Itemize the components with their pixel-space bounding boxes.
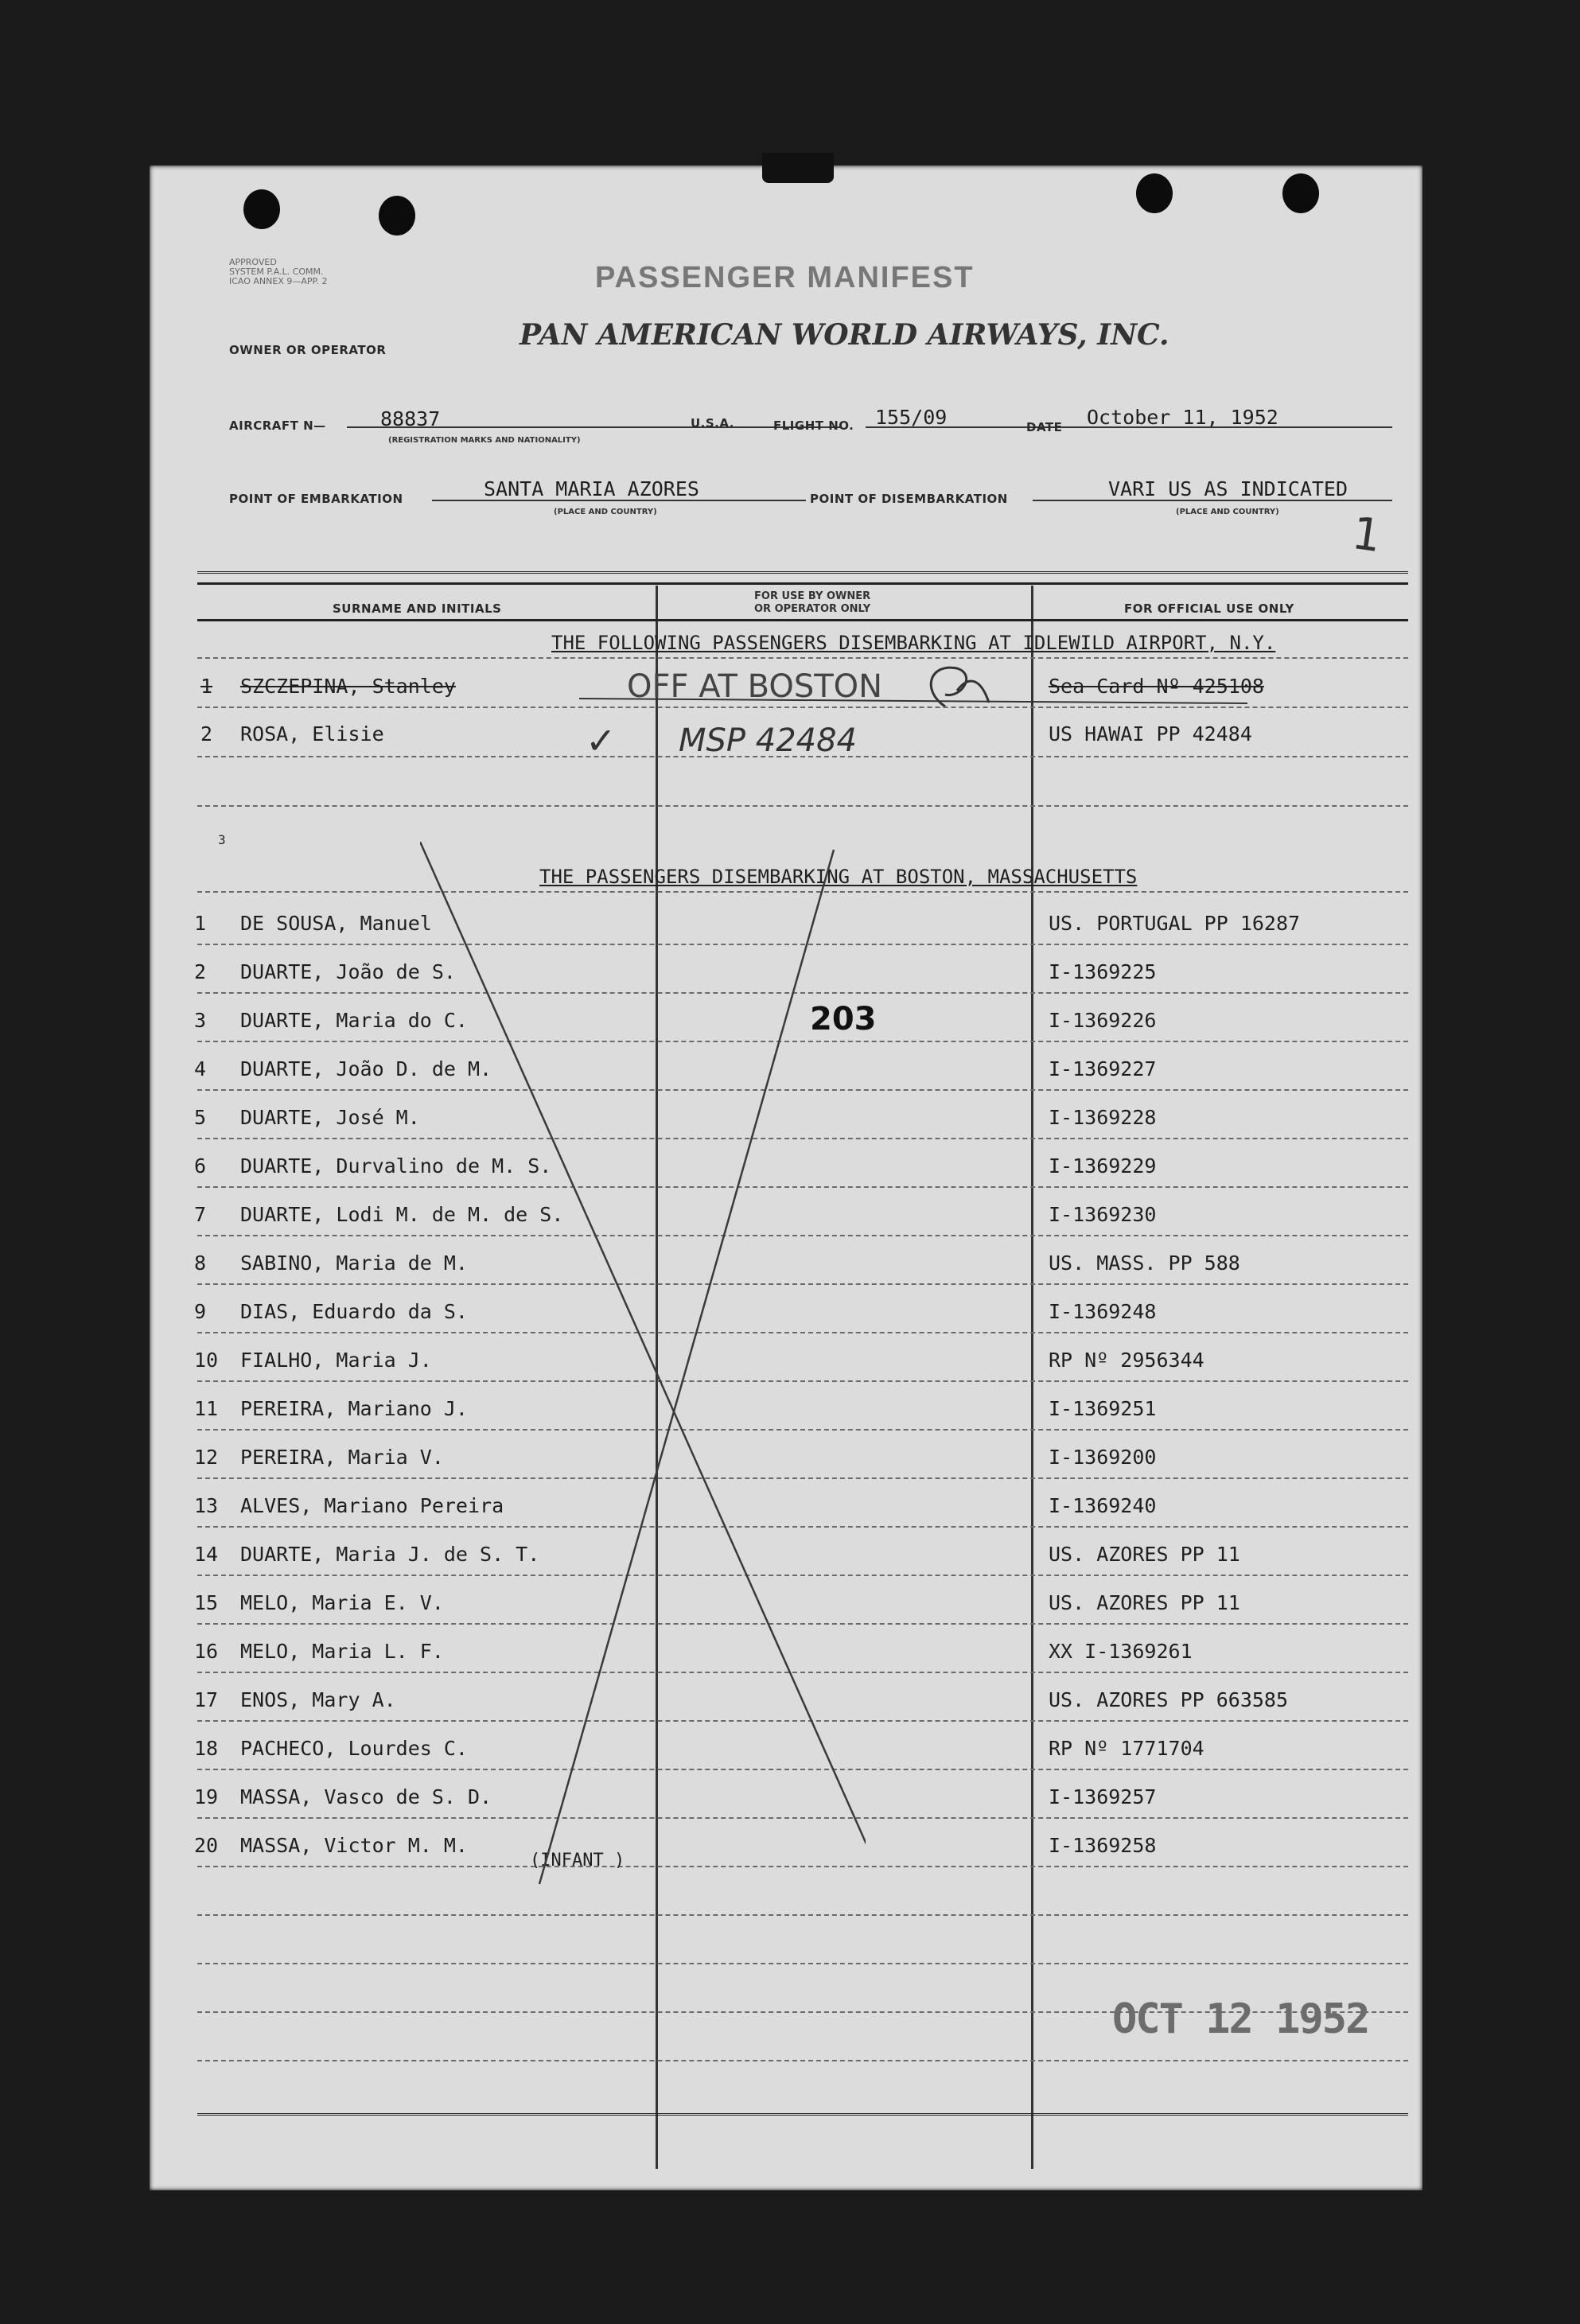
passenger-name: MASSA, Vasco de S. D. (240, 1785, 492, 1808)
punch-hole (243, 189, 280, 229)
passenger-document: I-1369200 (1049, 1446, 1157, 1469)
page-mark: 1 (1348, 507, 1384, 563)
columns-rule (197, 619, 1408, 621)
column-divider (1031, 586, 1033, 2169)
cross-out-mark (420, 842, 866, 1892)
passenger-name: MASSA, Victor M. M. (240, 1834, 468, 1857)
passenger-document: US. AZORES PP 663585 (1049, 1688, 1289, 1711)
passenger-number: 8 (194, 1252, 207, 1275)
embarkation-label: POINT OF EMBARKATION (229, 492, 403, 506)
handwritten-number: MSP 42484 (679, 722, 857, 759)
col-owner-use: FOR USE BY OWNER OR OPERATOR ONLY (754, 590, 871, 615)
punch-hole (379, 196, 415, 236)
passenger-document: US. MASS. PP 588 (1049, 1252, 1240, 1275)
passenger-name: PEREIRA, Mariano J. (240, 1397, 468, 1420)
passenger-document: US. AZORES PP 11 (1049, 1543, 1240, 1566)
passenger-name: MELO, Maria E. V. (240, 1591, 444, 1614)
passenger-document: RP Nº 1771704 (1049, 1737, 1204, 1760)
passenger-document: XX I-1369261 (1049, 1640, 1193, 1663)
manifest-sheet (150, 165, 1422, 2190)
document-title: PASSENGER MANIFEST (595, 261, 975, 294)
passenger-name: MELO, Maria L. F. (240, 1640, 444, 1663)
row-divider (197, 1963, 1408, 1964)
passenger-name: DUARTE, Lodi M. de M. de S. (240, 1203, 564, 1226)
passenger-document: I-1369257 (1049, 1785, 1157, 1808)
s1-row1-official: Sea Card Nº 425108 (1049, 675, 1264, 698)
row-divider (197, 1914, 1408, 1916)
passenger-document: I-1369225 (1049, 960, 1157, 983)
section1-heading: THE FOLLOWING PASSENGERS DISEMBARKING AT IDLEWILD AIRPORT, N.Y. (551, 632, 1276, 654)
passenger-name: DUARTE, Maria do C. (240, 1009, 468, 1032)
disembarkation-place: VARI US AS INDICATED (1108, 477, 1348, 500)
aircraft-number: 88837 (380, 407, 441, 430)
passenger-document: I-1369227 (1049, 1057, 1157, 1080)
passenger-number: 14 (194, 1543, 219, 1566)
paper-notch (762, 153, 834, 183)
passenger-document: US. AZORES PP 11 (1049, 1591, 1240, 1614)
passenger-number: 9 (194, 1300, 207, 1323)
s1-row2-num: 2 (200, 722, 213, 745)
approval-note: APPROVED SYSTEM P.A.L. COMM. ICAO ANNEX 9—APP. 2 (229, 257, 328, 286)
passenger-document: I-1369229 (1049, 1154, 1157, 1178)
handwritten-off-at-boston: OFF AT BOSTON (627, 668, 883, 705)
punch-hole (1136, 173, 1173, 213)
disembarkation-label: POINT OF DISEMBARKATION (810, 492, 1008, 506)
section2-mark: 3 (218, 832, 226, 847)
passenger-document: I-1369230 (1049, 1203, 1157, 1226)
s1-row1-num: 1 (200, 675, 213, 698)
passenger-number: 1 (194, 912, 207, 935)
header-rule-2 (197, 582, 1408, 585)
date-label: DATE (1026, 420, 1063, 434)
col-official: FOR OFFICIAL USE ONLY (1124, 601, 1294, 616)
handwritten-check: ✓ (586, 719, 617, 762)
place-country-label-2: (PLACE AND COUNTRY) (1176, 508, 1279, 516)
s1-row2-official: US HAWAI PP 42484 (1049, 722, 1252, 745)
passenger-number: 18 (194, 1737, 219, 1760)
flight-label: FLIGHT NO. (773, 418, 854, 433)
col-surname: SURNAME AND INITIALS (333, 601, 502, 616)
flight-date: October 11, 1952 (1087, 406, 1278, 429)
passenger-name: DUARTE, João de S. (240, 960, 456, 983)
passenger-document: I-1369226 (1049, 1009, 1157, 1032)
passenger-name: DUARTE, José M. (240, 1106, 420, 1129)
passenger-number: 6 (194, 1154, 207, 1178)
aircraft-label: AIRCRAFT N— (229, 418, 326, 433)
passenger-name: DIAS, Eduardo da S. (240, 1300, 468, 1323)
owner-label: OWNER OR OPERATOR (229, 343, 387, 357)
passenger-number: 19 (194, 1785, 219, 1808)
passenger-document: US. PORTUGAL PP 16287 (1049, 912, 1301, 935)
passenger-number: 17 (194, 1688, 219, 1711)
usa-label: U.S.A. (691, 416, 734, 430)
passenger-number: 3 (194, 1009, 207, 1032)
passenger-name: FIALHO, Maria J. (240, 1349, 432, 1372)
passenger-document: I-1369228 (1049, 1106, 1157, 1129)
passenger-name: DUARTE, João D. de M. (240, 1057, 492, 1080)
passenger-name: ENOS, Mary A. (240, 1688, 396, 1711)
bottom-rule (197, 2113, 1408, 2118)
airline-name: PAN AMERICAN WORLD AIRWAYS, INC. (520, 318, 1169, 352)
passenger-name: PACHECO, Lourdes C. (240, 1737, 468, 1760)
passenger-document: I-1369240 (1049, 1494, 1157, 1517)
s1-row2-name: ROSA, Elisie (240, 722, 384, 745)
embarkation-place: SANTA MARIA AZORES (484, 477, 699, 500)
passenger-number: 5 (194, 1106, 207, 1129)
passenger-name: SABINO, Maria de M. (240, 1252, 468, 1275)
received-date-stamp: OCT 12 1952 (1112, 1995, 1369, 2043)
flight-number: 155/09 (875, 406, 948, 429)
place-country-label: (PLACE AND COUNTRY) (554, 508, 657, 516)
passenger-number: 12 (194, 1446, 219, 1469)
passenger-number: 11 (194, 1397, 219, 1420)
passenger-number: 13 (194, 1494, 219, 1517)
passenger-number: 10 (194, 1349, 219, 1372)
punch-hole (1282, 173, 1319, 213)
passenger-document: I-1369248 (1049, 1300, 1157, 1323)
registration-label: (REGISTRATION MARKS AND NATIONALITY) (388, 436, 581, 445)
header-rule (197, 571, 1408, 576)
passenger-document: I-1369258 (1049, 1834, 1157, 1857)
page-number: 203 (810, 1001, 877, 1037)
s1-row1-name: SZCZEPINA, Stanley (240, 675, 456, 698)
section2-heading: THE PASSENGERS DISEMBARKING AT BOSTON, MASSACHUSETTS (539, 866, 1138, 888)
passenger-number: 16 (194, 1640, 219, 1663)
passenger-document: RP Nº 2956344 (1049, 1349, 1204, 1372)
passenger-number: 20 (194, 1834, 219, 1857)
passenger-name: DUARTE, Durvalino de M. S. (240, 1154, 552, 1178)
passenger-number: 4 (194, 1057, 207, 1080)
passenger-number: 2 (194, 960, 207, 983)
passenger-name: ALVES, Mariano Pereira (240, 1494, 504, 1517)
passenger-name: DUARTE, Maria J. de S. T. (240, 1543, 540, 1566)
row-divider (197, 2060, 1408, 2061)
passenger-name: DE SOUSA, Manuel (240, 912, 432, 935)
infant-note: (INFANT ) (530, 1851, 625, 1870)
passenger-number: 7 (194, 1203, 207, 1226)
passenger-name: PEREIRA, Maria V. (240, 1446, 444, 1469)
passenger-document: I-1369251 (1049, 1397, 1157, 1420)
passenger-number: 15 (194, 1591, 219, 1614)
